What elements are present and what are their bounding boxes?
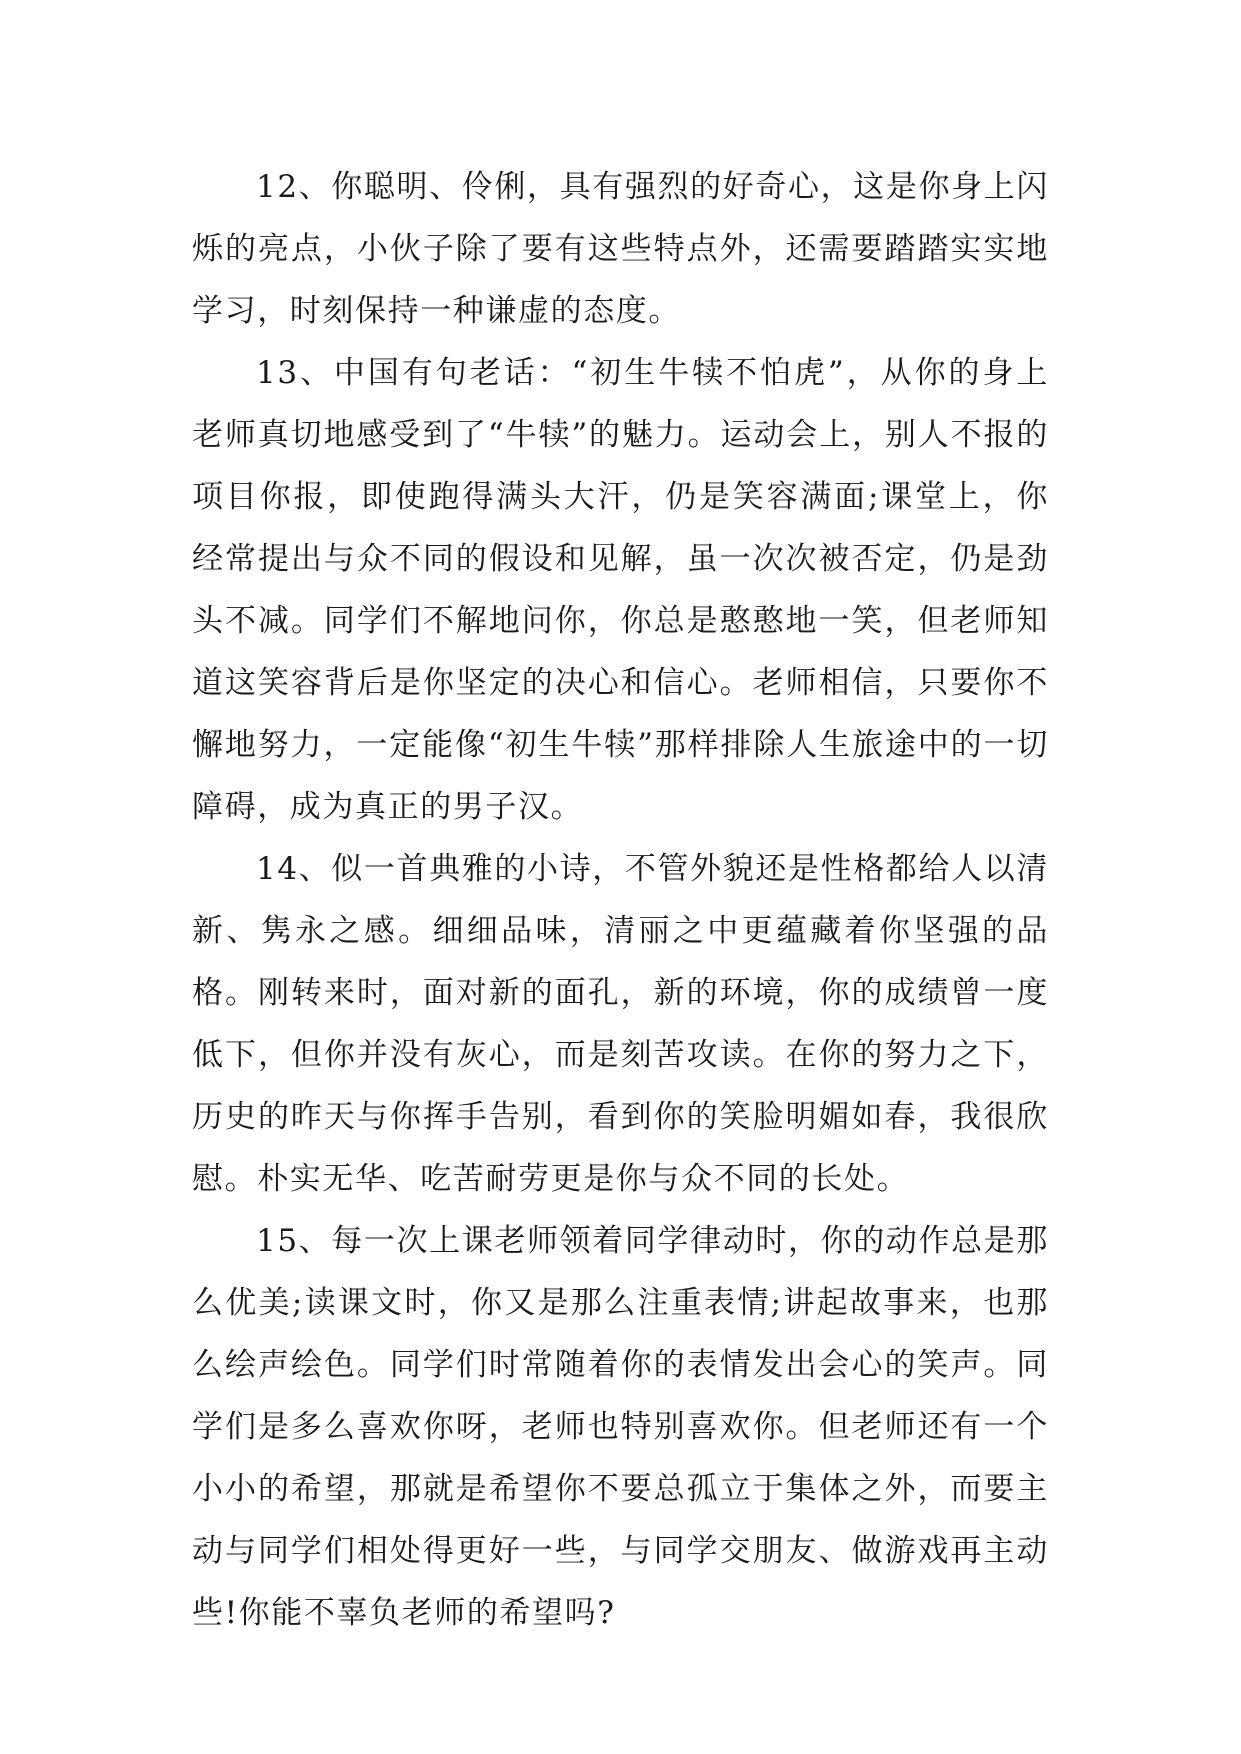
paragraph-comment-14: 14、似一首典雅的小诗，不管外貌还是性格都给人以清新、隽永之感。细细品味，清丽之中更蕴藏着你坚强的品格。刚转来时，面对新的面孔，新的环境，你的成绩曾一度低下，但你并没有灰心，而是刻苦攻读。在你的努力之下，历史的昨天与你挥手告别，看到你的笑脸明媚如春，我很欣慰。朴实无华、吃苦耐劳更是你与众不同的长处。 — [192, 851, 1049, 1197]
paragraph-comment-13: 13、中国有句老话：“初生牛犊不怕虎”，从你的身上老师真切地感受到了“牛犊”的魅力。运动会上，别人不报的项目你报，即使跑得满头大汗，仍是笑容满面;课堂上，你经常提出与众不同的假设和见解，虽一次次被否定，仍是劲头不减。同学们不解地问你，你总是憨憨地一笑，但老师知道这笑容背后是你坚定的决心和信心。老师相信，只要你不懈地努力，一定能像“初生牛犊”那样排除人生旅途中的一切障碍，成为真正的男子汉。 — [192, 355, 1049, 825]
paragraph-comment-15: 15、每一次上课老师领着同学律动时，你的动作总是那么优美;读课文时，你又是那么注重表情;讲起故事来，也那么绘声绘色。同学们时常随着你的表情发出会心的笑声。同学们是多么喜欢你呀，老师也特别喜欢你。但老师还有一个小小的希望，那就是希望你不要总孤立于集体之外，而要主动与同学们相处得更好一些，与同学交朋友、做游戏再主动些!你能不辜负老师的希望吗? — [192, 1223, 1049, 1631]
paragraph-comment-12: 12、你聪明、伶俐，具有强烈的好奇心，这是你身上闪烁的亮点，小伙子除了要有这些特点外，还需要踏踏实实地学习，时刻保持一种谦虚的态度。 — [192, 169, 1049, 329]
document-body — [192, 156, 1049, 1644]
